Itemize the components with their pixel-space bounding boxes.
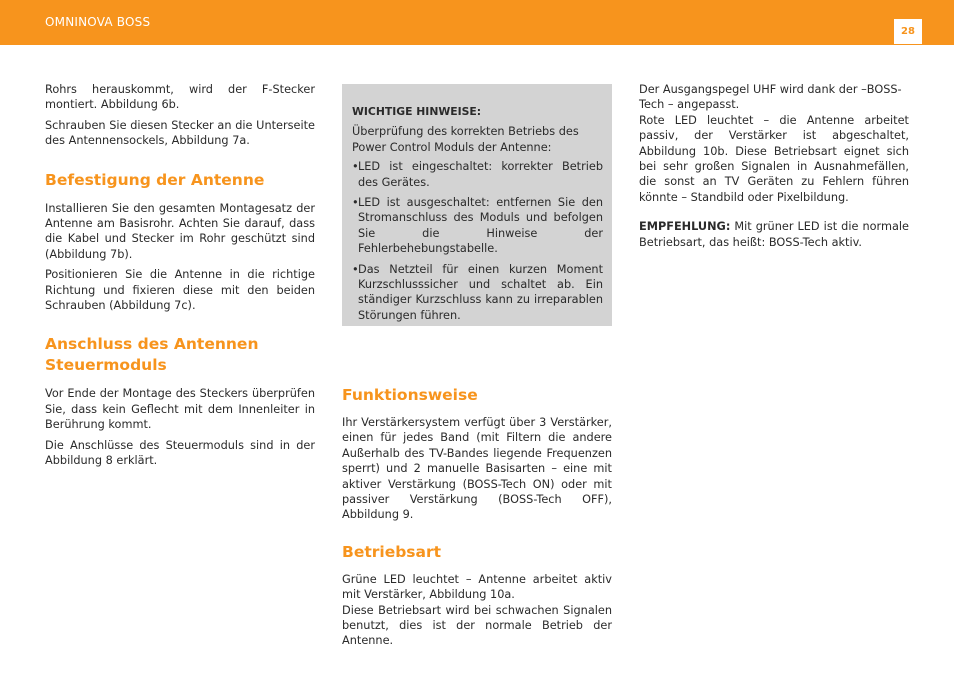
notice-title: WICHTIGE HINWEISE: (352, 105, 482, 118)
notice-item: • Das Netzteil für einen kurzen Moment Kurzschlusssicher und schaltet ab. Ein ständiger Kurzschluss kann zu irreparablen Störungen führen. (352, 262, 603, 324)
notice-box (342, 84, 612, 326)
paragraph-empfehlung (639, 219, 909, 250)
paragraph: Ihr Verstärkersystem verfügt über 3 Verstärker, einen für jedes Band (mit Filtern die andere Außerhalb des TV-Bandes liegende Frequenzen sperrt) und 2 manuelle Basisarten – eine mit aktiver Verstärkung (BOSS-Tech ON) oder mit passiver Verstärkung (BOSS-Tech OFF), Abbildung 9. (342, 416, 612, 522)
notice-item: • LED ist eingeschaltet: korrekter Betrieb des Gerätes. (352, 159, 603, 190)
heading-anschluss-line2: Steuermoduls (45, 356, 167, 375)
paragraph: Positionieren Sie die Antenne in die richtige Richtung und fixieren diese mit den beiden Schrauben (Abbildung 7c). (45, 268, 315, 313)
notice-list (352, 159, 603, 323)
header-title: OMNINOVA BOSS (45, 15, 151, 29)
notice-item: • LED ist ausgeschaltet: entfernen Sie den Stromanschluss des Moduls und befolgen Sie die Hinweise der Fehlerbehebungstabelle. (352, 195, 603, 257)
heading-anschluss-line1: Anschluss des Antennen (45, 335, 259, 354)
heading-funktionsweise: Funktionsweise (342, 386, 478, 404)
paragraph: Grüne LED leuchtet – Antenne arbeitet aktiv mit Verstärker, Abbildung 10a. (342, 572, 612, 602)
empfehlung-label: EMPFEHLUNG: (639, 220, 731, 234)
paragraph: Diese Betriebsart wird bei schwachen Signalen benutzt, dies ist der normale Betrieb der Antenne. (342, 603, 612, 648)
paragraph: Die Anschlüsse des Steuermoduls sind in der Abbildung 8 erklärt. (45, 438, 315, 468)
column-right (639, 82, 909, 255)
paragraph: Vor Ende der Montage des Steckers überprüfen Sie, dass kein Geflecht mit dem Innenleiter in Berührung kommt. (45, 387, 315, 432)
page-header (0, 0, 954, 45)
column-left (45, 82, 315, 474)
heading-befestigung: Befestigung der Antenne (45, 170, 265, 189)
empfehlung-text: Mit grüner LED ist die normale Betriebsart, das heißt: BOSS-Tech aktiv. (639, 220, 909, 249)
column-middle (342, 84, 612, 654)
paragraph: Installieren Sie den gesamten Montagesatz der Antenne am Basisrohr. Achten Sie darauf, dass die Kabel und Stecker im Rohr geschützt sind (Abbildung 7b). (45, 201, 315, 261)
paragraph: Rohrs herauskommt, wird der F-Stecker montiert. Abbildung 6b. (45, 83, 315, 112)
paragraph: Rote LED leuchtet – die Antenne arbeitet passiv, der Verstärker ist abgeschaltet, Abbildung 10b. Diese Betriebsart eignet sich bei sehr großen Signalen in Ausnahmefällen, die sonst an TV Geräten zu Fehlern führen könnte – Standbild oder Pixelbildung. (639, 113, 909, 204)
page-number: 28 (894, 19, 922, 44)
notice-intro: Überprüfung des korrekten Betriebs des Power Control Moduls der Antenne: (352, 125, 579, 154)
paragraph: Der Ausgangspegel UHF wird dank der –BOSS-Tech – angepasst. (639, 83, 902, 112)
heading-betriebsart: Betriebsart (342, 542, 442, 561)
paragraph: Schrauben Sie diesen Stecker an die Unterseite des Antennensockels, Abbildung 7a. (45, 118, 315, 148)
heading-anschluss (45, 334, 315, 376)
